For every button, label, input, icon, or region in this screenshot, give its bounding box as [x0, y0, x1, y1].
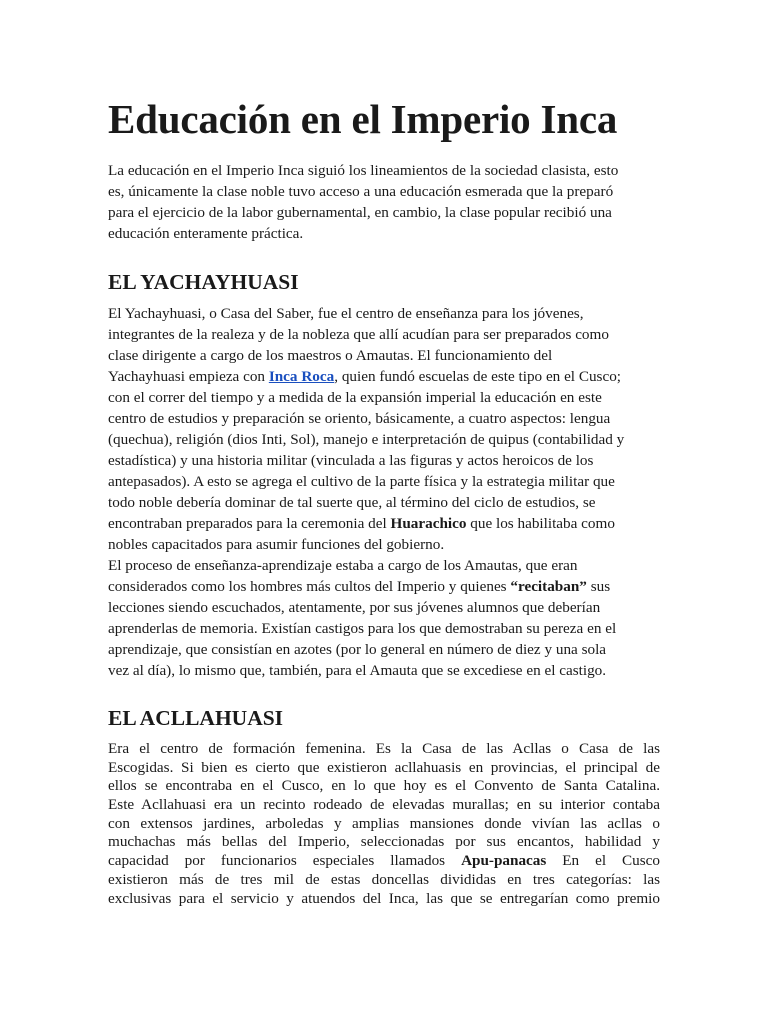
- acllahuasi-paragraph: [108, 740, 660, 908]
- text-segment: capacidad por funcionarios especiales llamados: [108, 852, 462, 870]
- section-heading-yachayhuasi: EL YACHAYHUASI: [108, 270, 299, 294]
- text-line: aprenderlas de memoria. Existían castigos para los que demostraban su pereza en el: [108, 620, 617, 637]
- text-line: [108, 576, 660, 597]
- text-line: El Yachayhuasi, o Casa del Saber, fue el centro de enseñanza para los jóvenes,: [108, 305, 584, 322]
- text-segment: sus: [586, 578, 611, 595]
- text-line: muchachas más bellas del Imperio, seleccionadas por sus encantos, habilidad y: [108, 833, 660, 851]
- text-line: para el ejercicio de la labor gubernamental, en cambio, la clase popular recibió una: [108, 204, 612, 221]
- text-line: existieron más de tres mil de estas doncellas divididas en tres categorías: las: [108, 870, 660, 888]
- text-line: vez al día), lo mismo que, también, para el Amauta que se excediese en el castigo.: [108, 662, 607, 679]
- text-segment: encontraban preparados para la ceremonia del: [108, 515, 391, 532]
- text-line: ellos se encontraba en el Cusco, en lo que hoy es el Convento de Santa Catalina.: [108, 777, 660, 795]
- inca-roca-link[interactable]: Inca Roca: [268, 368, 335, 385]
- text-segment: , quien fundó escuelas de este tipo en el Cusco;: [334, 368, 622, 385]
- apu-panacas-term: Apu-panacas: [461, 852, 547, 870]
- text-line: todo noble debería dominar de tal suerte que, al término del ciclo de estudios, se: [108, 494, 596, 511]
- text-line: lecciones siendo escuchados, atentamente, por sus jóvenes alumnos que deberían: [108, 599, 601, 616]
- text-line: [108, 366, 660, 387]
- text-line: educación enteramente práctica.: [108, 225, 304, 242]
- text-line: con el correr del tiempo y a medida de la expansión imperial la educación en este: [108, 389, 602, 406]
- text-line: [108, 852, 660, 871]
- text-line: integrantes de la realeza y de la nobleza que allí acudían para ser preparados como: [108, 326, 609, 343]
- text-segment: que los habilitaba como: [466, 515, 615, 532]
- text-line: antepasados). A esto se agrega el cultivo de la parte física y la estrategia militar que: [108, 473, 615, 490]
- recitaban-term: “recitaban”: [510, 578, 587, 595]
- text-line: La educación en el Imperio Inca siguió los lineamientos de la sociedad clasista, esto: [108, 162, 619, 179]
- text-line: (quechua), religión (dios Inti, Sol), manejo e interpretación de quipus (contabilidad y: [108, 431, 625, 448]
- yachayhuasi-paragraph: [108, 303, 660, 681]
- page-title: Educación en el Imperio Inca: [108, 96, 618, 142]
- text-line: clase dirigente a cargo de los maestros o Amautas. El funcionamiento del: [108, 347, 553, 364]
- text-line: Este Acllahuasi era un recinto rodeado de elevadas murallas; en su interior contaba: [108, 796, 660, 814]
- text-line: con extensos jardines, arboledas y amplias mansiones donde vivían las acllas o: [108, 814, 660, 832]
- text-segment: considerados como los hombres más cultos del Imperio y quienes: [108, 578, 511, 595]
- text-line: El proceso de enseñanza-aprendizaje estaba a cargo de los Amautas, que eran: [108, 557, 578, 574]
- section-heading-acllahuasi: EL ACLLAHUASI: [108, 706, 284, 730]
- text-line: es, únicamente la clase noble tuvo acceso a una educación esmerada que la preparó: [108, 183, 614, 200]
- text-segment: Yachayhuasi empieza con: [108, 368, 269, 385]
- text-line: Era el centro de formación femenina. Es la Casa de las Acllas o Casa de las: [108, 740, 660, 757]
- intro-paragraph: [108, 160, 660, 244]
- text-line: centro de estudios y preparación se oriento, básicamente, a cuatro aspectos: lengua: [108, 410, 611, 427]
- text-line: Escogidas. Si bien es cierto que existieron acllahuasis en provincias, el principal de: [108, 758, 660, 776]
- text-line: exclusivas para el servicio y atuendos del Inca, las que se entregarían como premio: [108, 889, 660, 907]
- text-line: estadística) y una historia militar (vinculada a las figuras y actos heroicos de los: [108, 452, 594, 469]
- text-line: nobles capacitados para asumir funciones del gobierno.: [108, 536, 445, 553]
- huarachico-term: Huarachico: [390, 515, 467, 532]
- text-line: aprendizaje, que consistían en azotes (por lo general en número de diez y una sola: [108, 641, 607, 658]
- text-line: [108, 513, 660, 534]
- text-segment: En el Cusco: [546, 852, 660, 870]
